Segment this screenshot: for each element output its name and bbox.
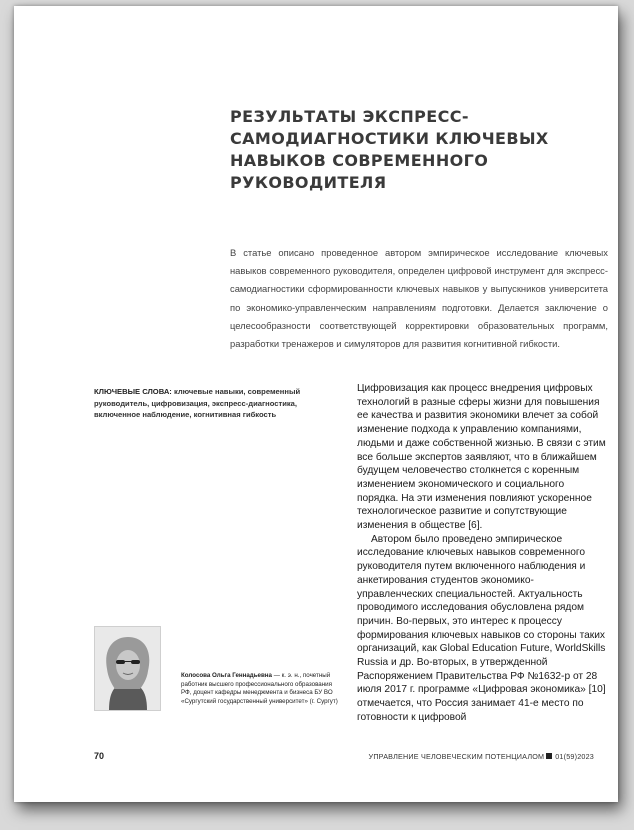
author-name: Колосова Ольга Геннадьевна xyxy=(181,672,272,679)
article-abstract: В статье описано проведенное автором эмпирическое исследование ключевых навыков современного руководителя, определен цифровой инструмент для экспресс-самодиагностики сформированности ключевых навыков у выпускников университета по экономико-управленческим направлениям подготовки. Делается заключение о целесообразности соответствующей корректировки образовательных программ, разработки тренажеров и симуляторов для развития когнитивной гибкости. xyxy=(230,247,608,350)
keywords-text: ключевые навыки, современный руководитель, цифровизация, экспресс-диагностика, включенное наблюдение, когнитивная гибкость xyxy=(94,387,301,420)
keywords-block xyxy=(94,386,334,421)
body-paragraph: Автором было проведено эмпирическое исследование ключевых навыков современного руководителя путем включенного наблюдения и анкетирования студентов экономико-управленческих специальностей. Актуальность проводимого исследования обусловлена рядом причин. Во-первых, это интерес к процессу формирования ключевых навыков со стороны таких организаций, как Global Education Future, WorldSkills Russia и др. Во-вторых, в утвержденной Распоряжением Правительства РФ №1632-р от 28 июля 2017 г. программе «Цифровая экономика» [10] отмечается, что Россия занимает 41-е место по готовности к цифровой xyxy=(357,533,606,723)
journal-footer xyxy=(369,752,594,761)
author-photo xyxy=(94,626,161,711)
keywords-label: КЛЮЧЕВЫЕ СЛОВА: xyxy=(94,387,172,396)
body-text-column xyxy=(357,382,608,725)
body-paragraph: Цифровизация как процесс внедрения цифровых технологий в разные сферы жизни для повышения ее качества и развития экономики влечет за собой изменение подхода к управлению компаниями, людьми и даже собственной жизнью. В связи с этим все больше экспертов заявляют, что в ближайшем будущем человечество столкнется с коренным изменением экономического и социального порядка. На эти изменения повлияют ускоренное технологическое развитие и сопутствующие изменения в обществе [6]. xyxy=(357,383,606,532)
square-bullet-icon xyxy=(546,753,552,759)
author-portrait-image xyxy=(95,627,160,710)
article-title: РЕЗУЛЬТАТЫ ЭКСПРЕСС-САМОДИАГНОСТИКИ КЛЮЧЕВЫХ НАВЫКОВ СОВРЕМЕННОГО РУКОВОДИТЕЛЯ xyxy=(230,107,549,192)
author-bio: — к. э. н., почетный работник высшего профессионального образования РФ, доцент кафедры менеджмента и бизнеса БУ ВО «Сургутский государственный университет» (г. Сургут) xyxy=(181,672,338,705)
page-number: 70 xyxy=(94,751,105,761)
journal-issue: 01(59)2023 xyxy=(555,752,594,761)
journal-name: УПРАВЛЕНИЕ ЧЕЛОВЕЧЕСКИМ ПОТЕНЦИАЛОМ xyxy=(368,752,545,761)
journal-page xyxy=(14,6,618,802)
author-info xyxy=(181,672,341,706)
